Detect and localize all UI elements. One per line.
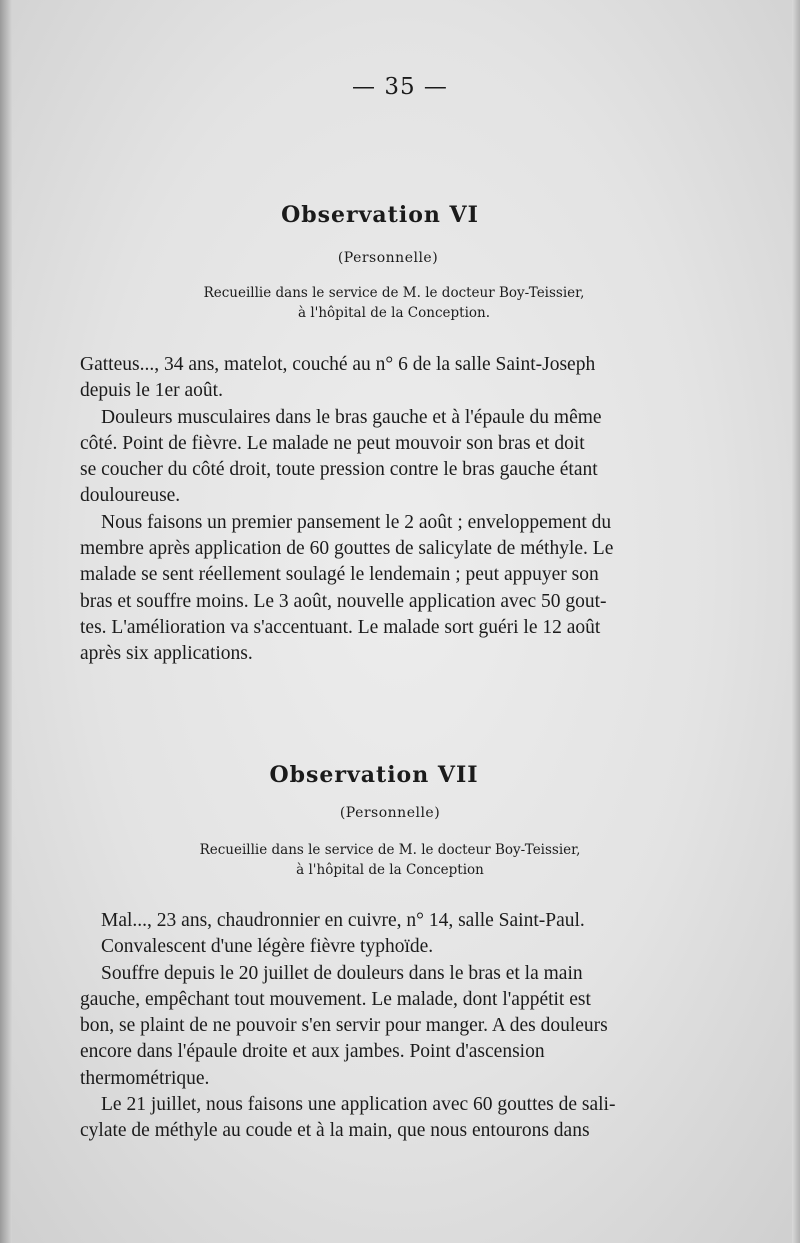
text-line: encore dans l'épaule droite et aux jambes. Point d'ascension (80, 1041, 545, 1063)
text-line: bon, se plaint de ne pouvoir s'en servir pour manger. A des douleurs (80, 1015, 608, 1037)
text-line: Douleurs musculaires dans le bras gauche et à l'épaule du même (101, 406, 602, 428)
text-line: côté. Point de fièvre. Le malade ne peut mouvoir son bras et doit (80, 432, 585, 454)
text-line: depuis le 1er août. (80, 380, 223, 402)
text-line: membre après application de 60 gouttes de salicylate de méthyle. Le (80, 538, 614, 560)
observation-6-source-line-2: à l'hôpital de la Conception. (297, 305, 490, 321)
text-line: Mal..., 23 ans, chaudronnier en cuivre, n° 14, salle Saint-Paul. (101, 910, 585, 931)
text-line: douloureuse. (80, 485, 181, 507)
text-line: malade se sent réellement soulagé le lendemain ; peut appuyer son (80, 564, 599, 586)
text-line: se coucher du côté droit, toute pression contre le bras gauche étant (80, 459, 598, 481)
text-line: bras et souffre moins. Le 3 août, nouvelle application avec 50 gout- (80, 590, 607, 612)
observation-6-source (14, 283, 774, 323)
observation-7-source (10, 840, 770, 880)
observation-6-subtitle: (Personnelle) (337, 250, 439, 266)
observation-6-body (80, 352, 710, 668)
observation-6-title: Observation VI (281, 202, 479, 228)
text-line: Gatteus..., 34 ans, matelot, couché au n° 6 de la salle Saint-Joseph (80, 354, 596, 375)
text-line: gauche, empêchant tout mouvement. Le malade, dont l'appétit est (80, 988, 591, 1010)
text-line: Nous faisons un premier pansement le 2 août ; enveloppement du (101, 511, 612, 533)
observation-7-body (80, 908, 708, 1145)
text-line: thermométrique. (80, 1067, 210, 1089)
observation-7-source-line-1: Recueillie dans le service de M. le docteur Boy-Teissier, (199, 842, 581, 858)
observation-7-subtitle: (Personnelle) (339, 805, 441, 821)
page-edge-shadow (0, 0, 12, 1243)
observation-7-source-line-2: à l'hôpital de la Conception (296, 862, 484, 878)
page-number: — 35 — (352, 74, 448, 100)
text-line: tes. L'amélioration va s'accentuant. Le malade sort guéri le 12 août (80, 616, 601, 638)
observation-7-title: Observation VII (269, 762, 479, 788)
text-line: cylate de méthyle au coude et à la main, que nous entourons dans (80, 1120, 590, 1142)
text-line: Souffre depuis le 20 juillet de douleurs dans le bras et la main (101, 962, 583, 984)
observation-6-source-line-1: Recueillie dans le service de M. le docteur Boy-Teissier, (203, 285, 585, 301)
text-line: après six applications. (80, 643, 253, 665)
text-line: Convalescent d'une légère fièvre typhoïde. (101, 936, 434, 958)
page-edge-shadow (792, 0, 800, 1243)
text-line: Le 21 juillet, nous faisons une application avec 60 gouttes de sali- (101, 1094, 616, 1116)
